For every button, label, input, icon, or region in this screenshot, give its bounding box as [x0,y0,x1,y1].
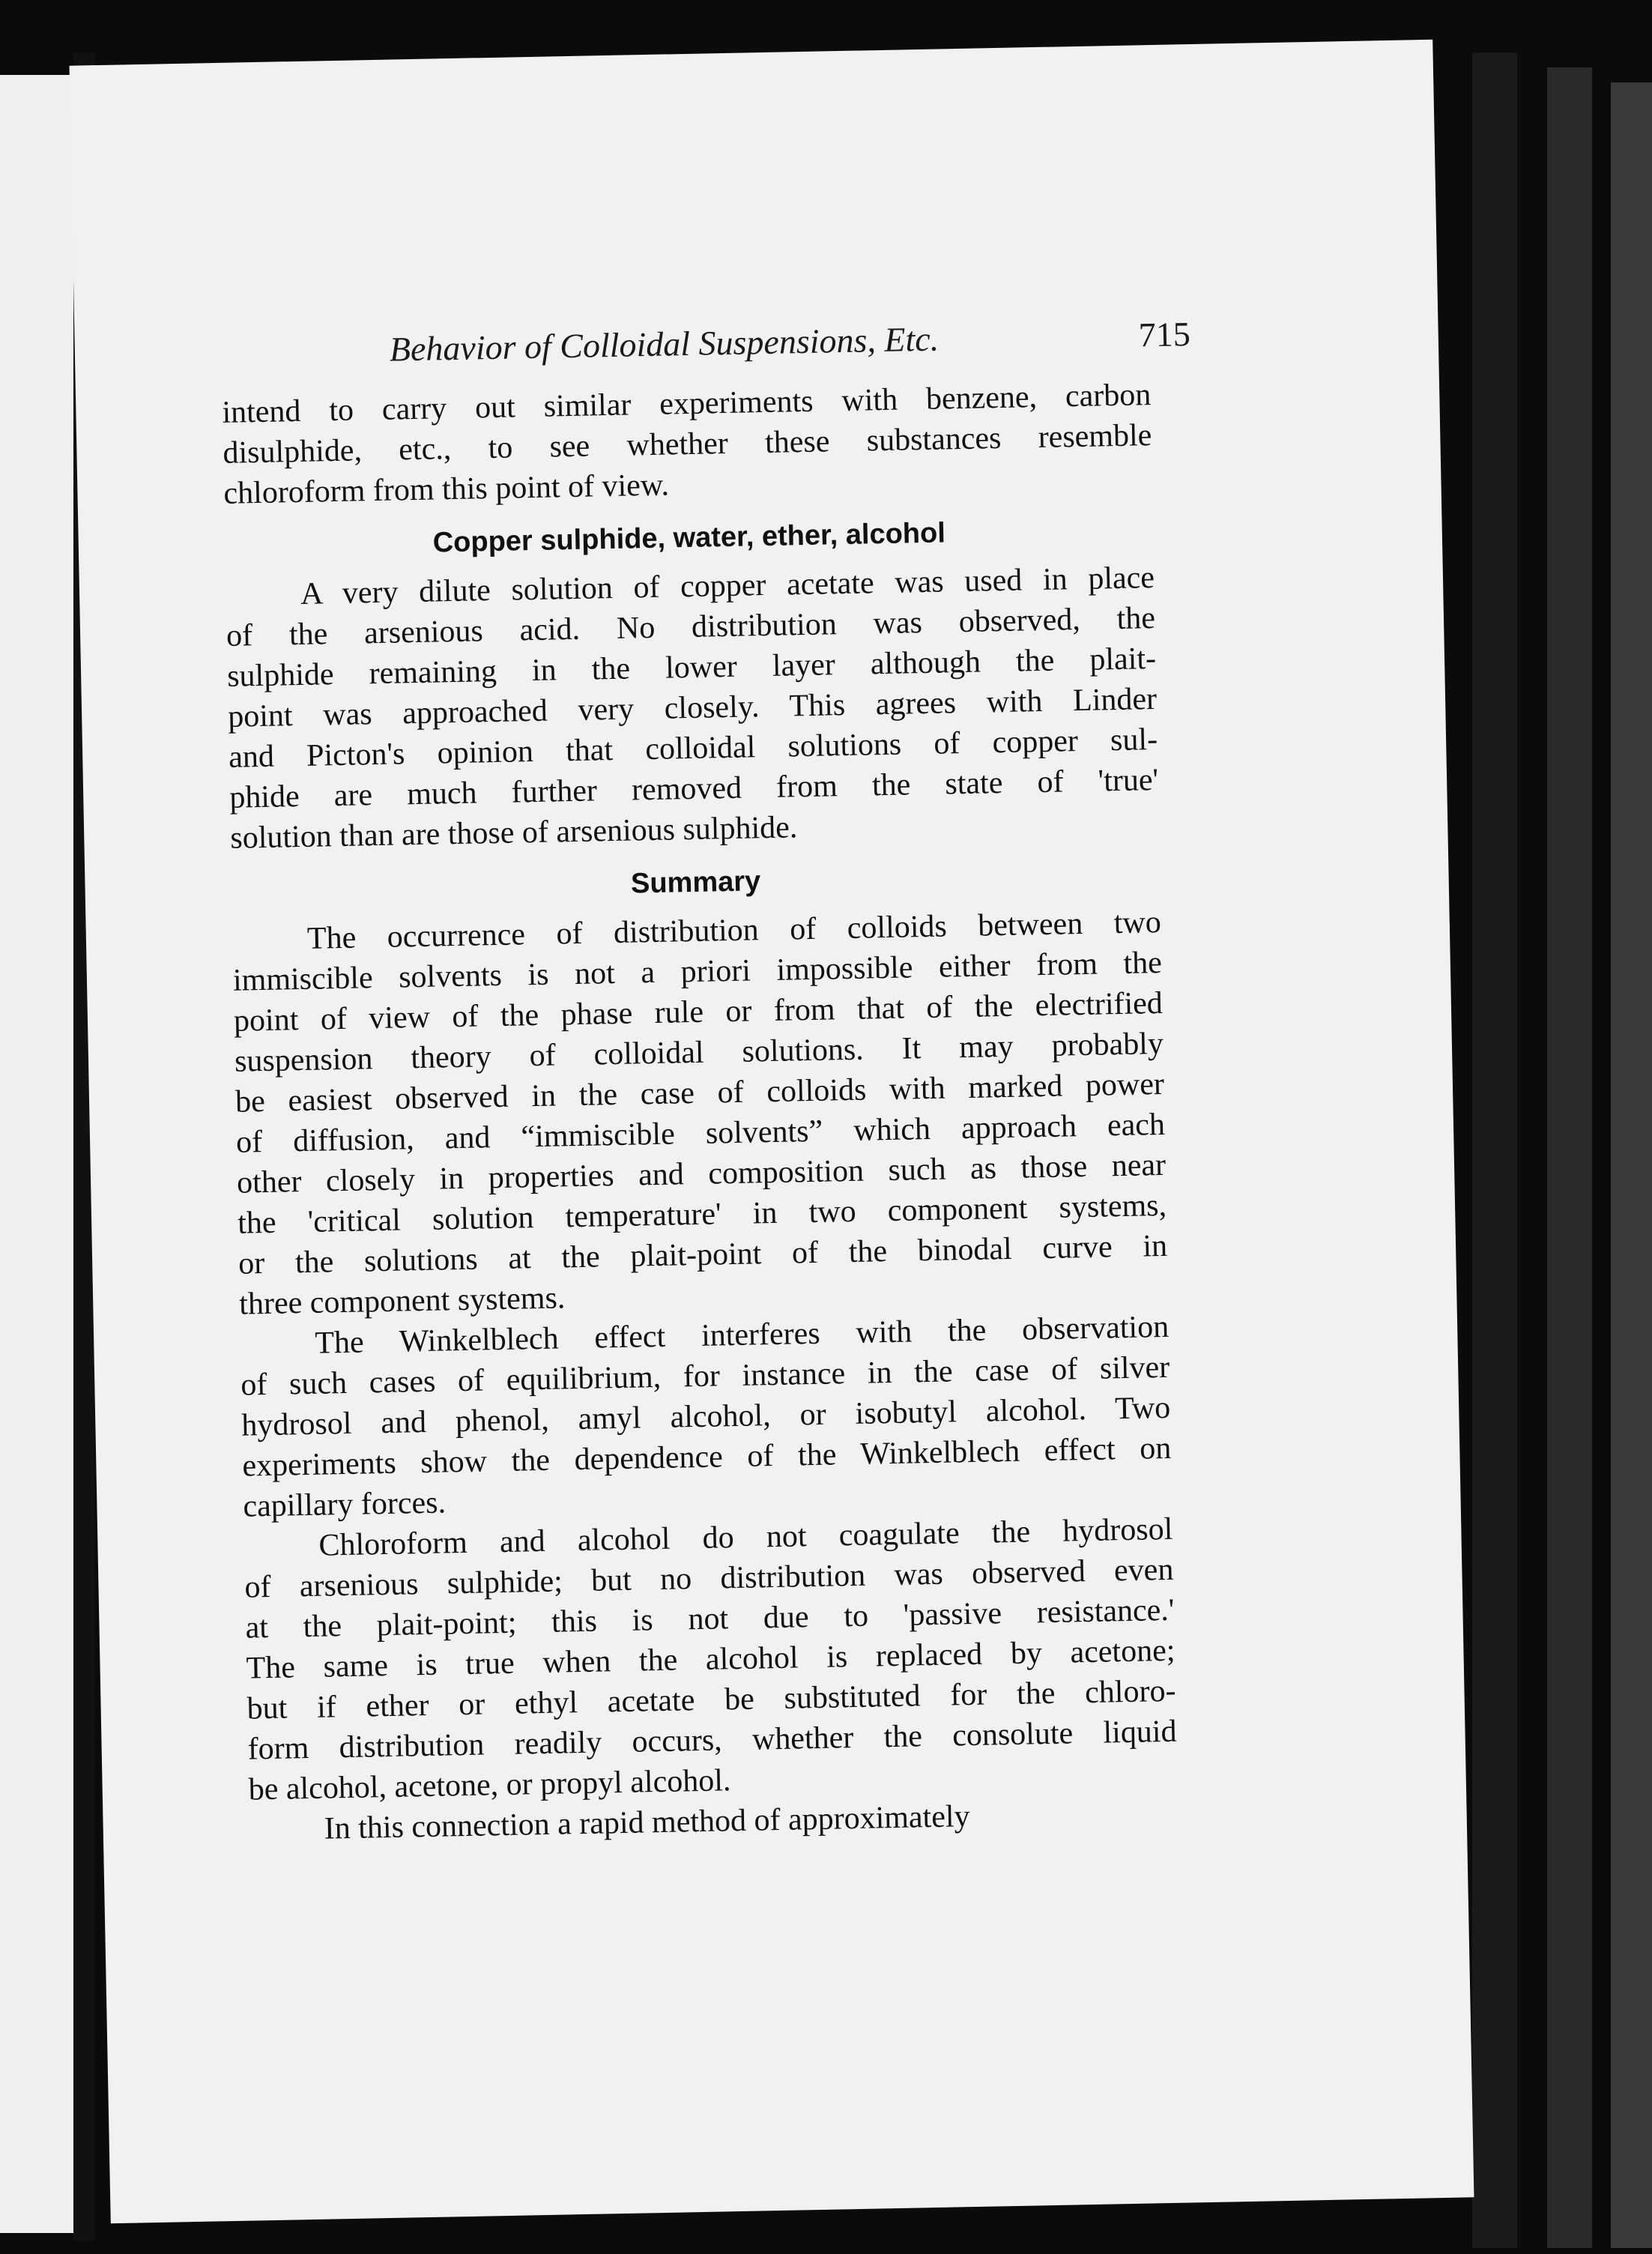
paragraph [240,1307,1173,1527]
text-line: be easiest observed in the case of colloids with marked power [235,1066,1165,1120]
text-line: of the arsenious acid. No distribution was observed, the [226,601,1156,653]
book-edge-dark [1472,52,1517,2248]
text-line: A very dilute solution of copper acetate was used in place [300,561,1155,611]
text-line: the 'critical solution temperature' in two component systems, [237,1188,1167,1241]
text-line: of diffusion, and “immiscible solvents” which approach each [235,1107,1166,1160]
left-page-edge [0,75,73,2233]
text-line: In this connection a rapid method of approximately [324,1799,970,1846]
text-line: point of view of the phase rule or from that of the electrified [233,985,1164,1039]
text-line: but if ether or ethyl acetate be substituted for the chloro- [246,1673,1176,1726]
paragraph [243,1509,1178,1810]
text-line: be alcohol, acetone, or propyl alcohol. [248,1763,731,1807]
section-heading: Summary [630,865,761,900]
text-line: The same is true when the alcohol is replaced by acetone; [246,1633,1176,1686]
text-line: at the plait-point; this is not due to 'passive resistance.' [245,1592,1175,1646]
text-line: or the solutions at the plait-point of the binodal curve in [237,1228,1168,1281]
text-line: intend to carry out similar experiments with benzene, carbon [222,378,1152,430]
text-line: form distribution readily occurs, whether the consolute liquid [247,1714,1177,1767]
text-line: three component systems. [238,1281,566,1322]
text-line: immiscible solvents is not a priori impossible either from the [232,945,1163,998]
text-line: experiments show the dependence of the Winkelblech effect on [242,1430,1172,1484]
book-edge-outer [1611,82,1652,2248]
section-heading: Copper sulphide, water, ether, alcohol [432,517,946,559]
text-line: point was approached very closely. This agrees with Linder [227,682,1158,734]
text-line: and Picton's opinion that colloidal solutions of copper sul- [228,722,1158,775]
text-line: capillary forces. [243,1485,447,1524]
text-line: sulphide remaining in the lower layer although the plait- [226,641,1157,694]
paragraph [226,558,1160,859]
text-line: hydrosol and phenol, amyl alcohol, or isobutyl alcohol. Two [240,1390,1171,1443]
text-line: The occurrence of distribution of colloids between two [306,904,1162,956]
page-body [222,375,1179,1850]
paragraph [222,375,1153,514]
text-line: solution than are those of arsenious sulphide. [229,810,798,856]
page-number: 715 [1138,315,1191,354]
text-line: Chloroform and alcohol do not coagulate the hydrosol [318,1511,1173,1563]
text-line: suspension theory of colloidal solutions. It may probably [234,1026,1164,1079]
text-line: of arsenious sulphide; but no distribution was observed even [244,1552,1174,1605]
text-line: phide are much further removed from the state of 'true' [229,763,1159,815]
text-line: chloroform from this point of view. [223,468,670,511]
text-line: disulphide, etc., to see whether these substances resemble [223,418,1152,471]
book-edge-mid [1547,67,1592,2248]
text-line: of such cases of equilibrium, for instance in the case of silver [240,1350,1170,1403]
text-line: other closely in properties and composition such as those near [236,1147,1167,1200]
running-header: Behavior of Colloidal Suspensions, Etc. [389,319,940,369]
book-page [70,40,1474,2223]
text-line: The Winkelblech effect interferes with the observation [314,1309,1170,1361]
paragraph [232,902,1168,1325]
